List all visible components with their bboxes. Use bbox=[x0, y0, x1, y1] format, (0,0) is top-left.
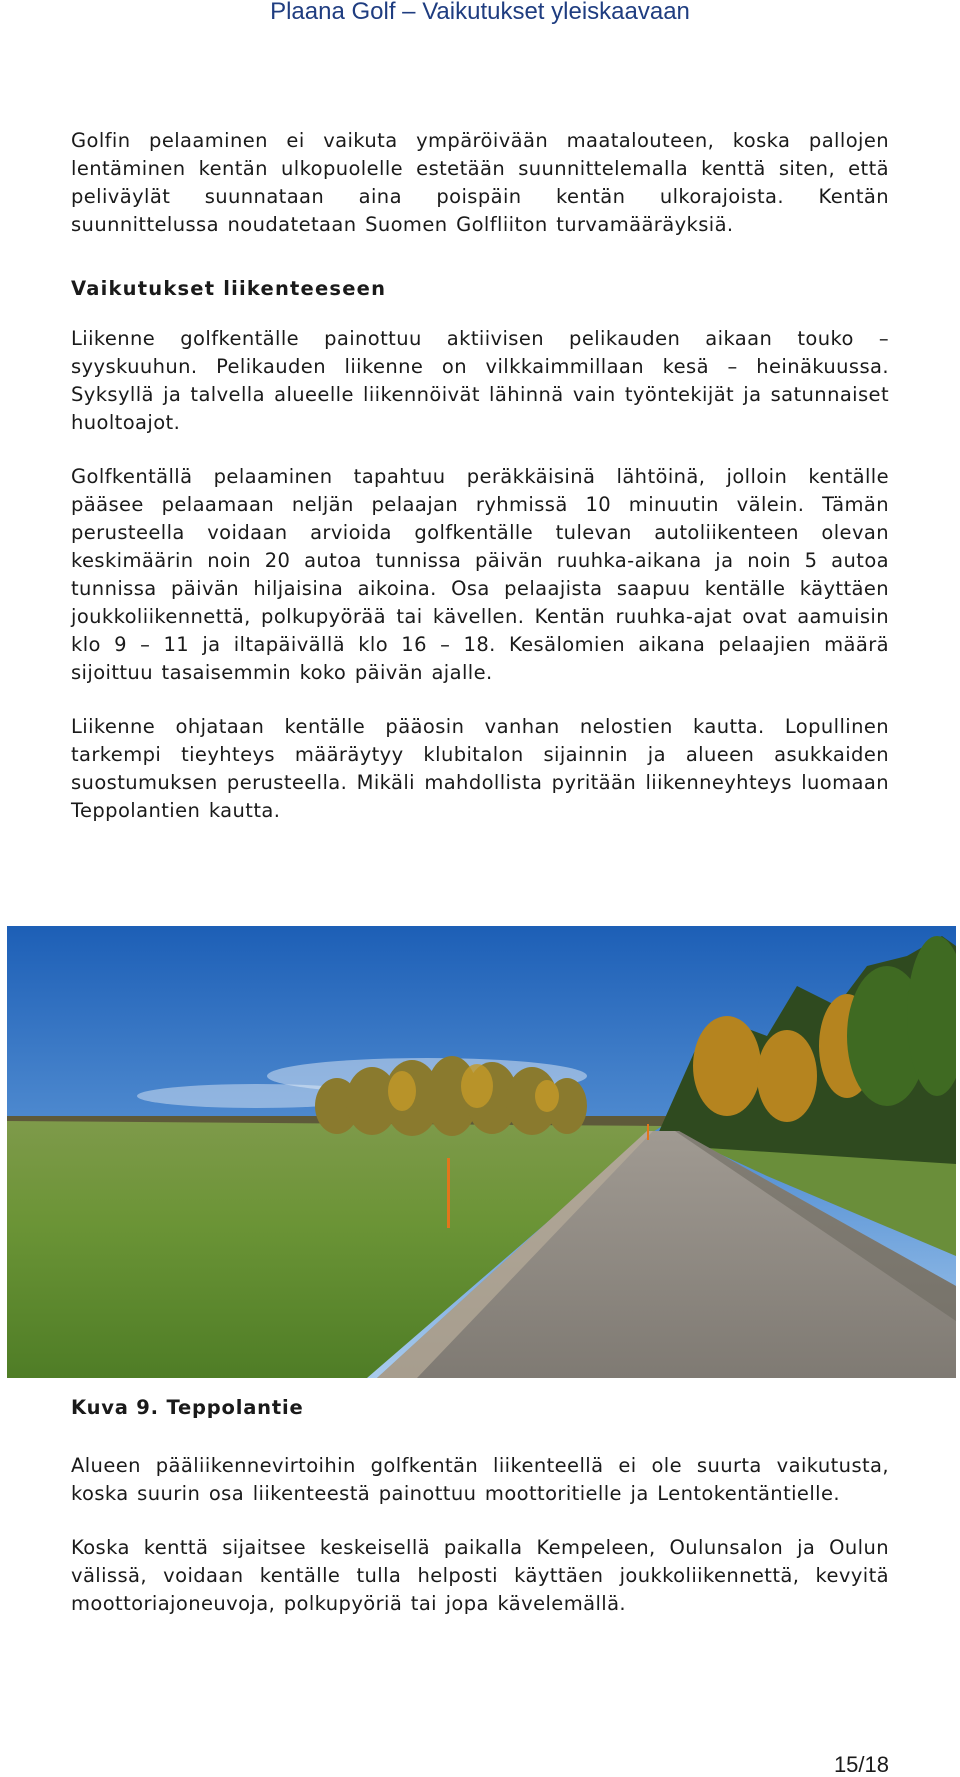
paragraph-season-traffic: Liikenne golfkentälle painottuu aktiivisen pelikauden aikaan touko – syyskuuhun. Pelikauden liikenne on vilkkaimmillaan kesä – heinäkuussa. Syksyllä ja talvella alueelle liikennöivät lähinnä vain työntekijät ja satunnaiset huoltoajot. bbox=[71, 327, 889, 434]
teppolantie-photo-illustration bbox=[7, 926, 956, 1378]
road-photo bbox=[7, 926, 956, 1378]
main-content bbox=[71, 127, 889, 851]
paragraph-location-access: Koska kenttä sijaitsee keskeisellä paikalla Kempeleen, Oulunsalon ja Oulun välissä, voidaan kentälle tulla helposti käyttäen joukkoliikennettä, kevyitä moottoriajoneuvoja, polkupyöriä tai jopa kävelemällä. bbox=[71, 1536, 889, 1615]
paragraph-access-route: Liikenne ohjataan kentälle pääosin vanhan nelostien kautta. Lopullinen tarkempi tieyhteys määräytyy klubitalon sijainnin ja alueen asukkaiden suostumuksen perusteella. Mikäli mahdollista pyritään liikenneyhteys luomaan Teppolantien kautta. bbox=[71, 715, 889, 822]
paragraph-agriculture: Golfin pelaaminen ei vaikuta ympäröivään maatalouteen, koska pallojen lentäminen kentän ulkopuolelle estetään suunnittelemalla kenttä siten, että peliväylät suunnataan aina poispäin kentän ulkorajoista. Kentän suunnittelussa noudatetaan Suomen Golfliiton turvamääräyksiä. bbox=[71, 129, 889, 236]
page-number: 15/18 bbox=[833, 1752, 889, 1777]
document-title: Plaana Golf – Vaikutukset yleiskaavaan bbox=[270, 0, 690, 25]
paragraph-main-traffic-flows: Alueen pääliikennevirtoihin golfkentän liikenteellä ei ole suurta vaikutusta, koska suurin osa liikenteestä painottuu moottoritielle ja Lentokentäntielle. bbox=[71, 1454, 889, 1505]
figure-caption: Kuva 9. Teppolantie bbox=[71, 1396, 304, 1419]
paragraph-traffic-estimate: Golfkentällä pelaaminen tapahtuu peräkkäisinä lähtöinä, jolloin kentälle pääsee pelaamaan neljän pelaajan ryhmissä 10 minuutin välein. Tämän perusteella voidaan arvioida golfkentälle tulevan autoliikenteen olevan keskimäärin noin 20 autoa tunnissa päivän ruuhka-aikana ja noin 5 autoa tunnissa päivän hiljaisina aikoina. Osa pelaajista saapuu kentälle käyttäen joukkoliikennettä, polkupyörää tai kävellen. Kentän ruuhka-ajat ovat aamuisin klo 9 – 11 ja iltapäivällä klo 16 – 18. Kesälomien aikana pelaajien määrä sijoittuu tasaisemmin koko päivän ajalle. bbox=[71, 465, 889, 684]
page-header bbox=[0, 0, 960, 24]
lower-content bbox=[71, 1394, 889, 1644]
section-heading-traffic: Vaikutukset liikenteeseen bbox=[71, 277, 387, 300]
